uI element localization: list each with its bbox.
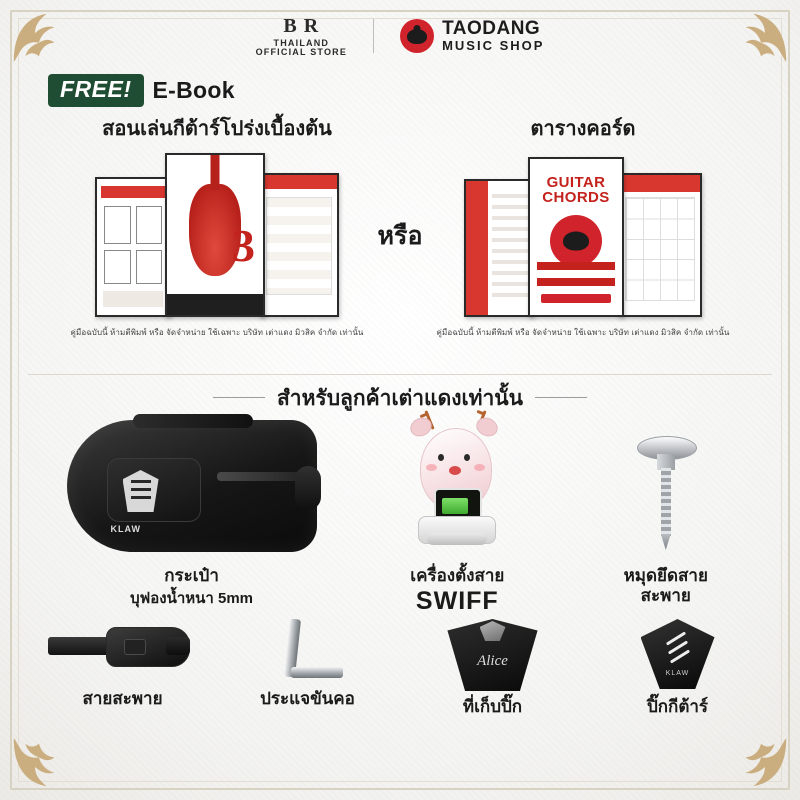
ebook-left-disclaimer: คู่มือฉบับนี้ ห้ามตีพิมพ์ หรือ จัดจำหน่าย ใช้เฉพาะ บริษัท เต่าแดง มิวสิค จำกัด เท่านั้น [70,328,364,337]
deer-clip-tuner-icon [392,412,522,562]
guitar-strap-icon [48,615,198,685]
br-subtitle-line1: THAILAND [273,37,330,48]
taodang-shop: MUSIC SHOP [442,38,545,54]
pick-holder-icon [438,615,548,693]
accessory-pick-holder [400,615,585,760]
guitar-gig-bag-icon [67,412,317,562]
accessory-strap-pin [562,412,770,612]
guitar-pick-label: ปิ๊กกีต้าร์ [646,697,709,716]
title-rule-right [535,397,587,398]
how-to-read-chart-book-cover [464,179,534,317]
taodang-logo [400,19,544,53]
free-ebook-tag [48,74,235,107]
ebook-right-title: ตารางคอร์ด [530,118,636,140]
ebook-left-books [95,152,339,317]
strap-pin-label-line1: หมุดยึดสาย [623,566,708,585]
gig-bag-label-line2: บุฟองน้ำหนา 5mm [130,590,253,608]
accessory-gig-bag [30,412,353,612]
clip-tuner-brand: SWIFF [415,587,499,616]
ebook-left-panel [34,112,400,339]
turtle-shape-icon [407,29,427,44]
strap-pin-label-line2: สะพาย [640,586,691,606]
free-ebook-section [34,66,766,366]
guitar-chords-title: GUITAR CHORDS [542,173,610,207]
br-monogram-text: B R [283,14,320,37]
or-label: หรือ [377,222,423,250]
book-number: 3 [232,220,255,271]
br-subtitle [256,39,347,57]
clip-tuner-label-line1: เครื่องตั้งสาย [410,566,505,585]
title-rule-left [213,397,265,398]
strap-pin-art [621,412,711,562]
turtle-badge-icon [400,19,434,53]
guitar-strap-art [48,615,198,685]
ebook-label: E-Book [152,77,235,103]
strap-pin-label [624,566,708,607]
br-logo [256,16,347,57]
truss-rod-wrench-art [253,615,363,685]
rhythm-chord-book-cover [259,173,339,317]
taodang-wordmark [442,19,544,53]
gig-bag-label-line1: กระเป๋า [164,566,219,585]
section-divider [28,374,772,375]
accessory-guitar-strap [30,615,215,760]
accessory-guitar-pick [585,615,770,760]
gig-bag-art [67,412,317,562]
free-label: FREE! [48,74,144,107]
accessories-row-1 [30,412,770,616]
guitar-pick-brand: KLAW [665,670,690,677]
accessory-truss-rod-wrench [215,615,400,760]
accessories-row-2 [30,615,770,760]
pick-holder-art [438,615,548,693]
br-monogram [283,16,319,36]
guitar-chords-book-cover [528,157,624,317]
strap-button-screw-icon [621,412,711,562]
accessories-section-title-text: สำหรับลูกค้าเต่าแดงเท่านั้น [276,387,524,410]
accessories-section-title [0,382,800,415]
allen-wrench-icon [253,615,363,685]
chord-chart-book-cover [95,177,171,317]
guitar-pick-art [635,615,721,693]
header-divider [373,19,374,53]
chord-table-book-cover [618,173,702,317]
turtle-seal-icon [550,215,602,267]
pick-holder-brand: Alice [477,653,508,669]
guitar-pick-icon [635,615,721,693]
guitar-strap-label: สายสะพาย [82,689,163,708]
accessory-clip-tuner [353,412,561,616]
ebook-right-books [464,152,702,317]
gig-bag-brand: KLAW [110,524,142,534]
taodang-name: TAODANG [442,18,541,40]
clip-tuner-label [410,566,504,616]
truss-rod-wrench-label: ประแจขันคอ [260,689,355,708]
ebook-right-panel [400,112,766,339]
clip-tuner-art [392,412,522,562]
brand-header [0,8,800,64]
ebook-left-title: สอนเล่นกีต้าร์โปร่งเบื้องต้น [102,118,332,140]
pick-holder-label: ที่เก็บปิ๊ก [462,697,523,716]
br-subtitle-line2: OFFICIAL STORE [255,46,348,57]
gig-bag-label [130,566,253,608]
ebook-right-disclaimer: คู่มือฉบับนี้ ห้ามตีพิมพ์ หรือ จัดจำหน่าย ใช้เฉพาะ บริษัท เต่าแดง มิวสิค จำกัด เท่านั้น [436,328,730,337]
main-guitar-book-cover [165,153,265,317]
